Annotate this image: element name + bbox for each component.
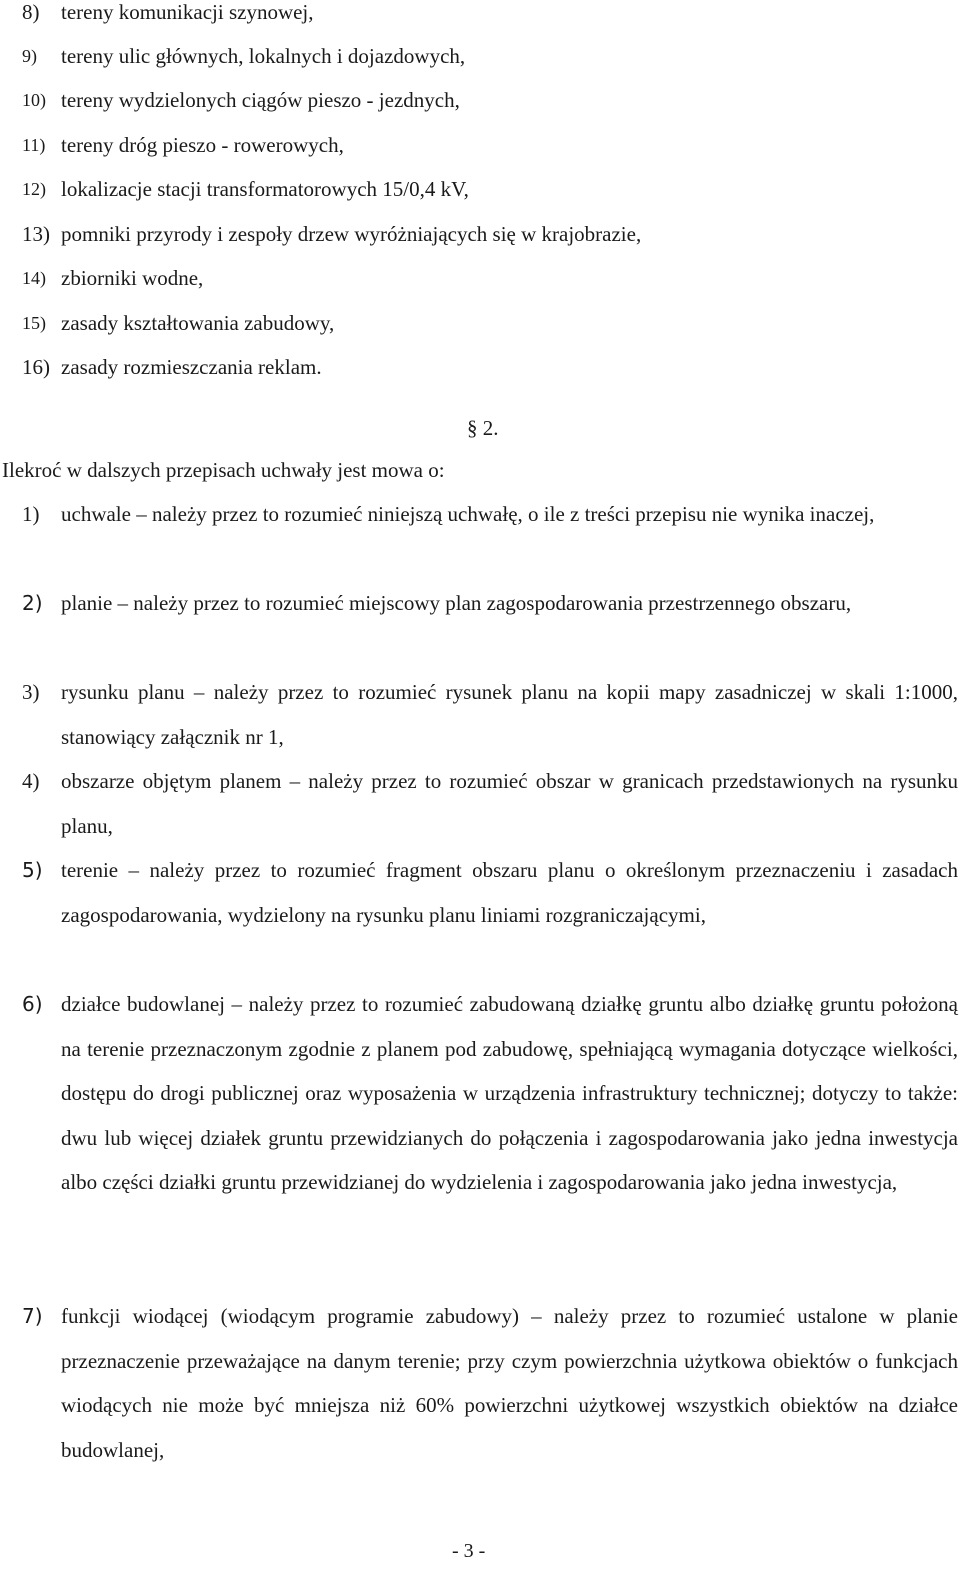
list-item	[0, 256, 958, 301]
list-item-number: 10)	[22, 90, 46, 110]
list-item-number: 13)	[22, 222, 50, 246]
list-item-number: 4)	[22, 769, 40, 793]
list-item	[0, 123, 958, 168]
list-item-number: 5)	[22, 858, 43, 882]
definition-text: uchwale – należy przez to rozumieć niniejszą uchwałę, o ile z treści przepisu nie wynika inaczej,	[61, 502, 875, 526]
list-item	[0, 167, 958, 212]
list-item	[0, 345, 958, 390]
list-item	[0, 301, 958, 346]
definition-item	[0, 1294, 958, 1472]
list-item-number: 7)	[22, 1304, 43, 1328]
list-item-text: zasady kształtowania zabudowy,	[61, 311, 335, 335]
page-number: - 3 -	[452, 1540, 486, 1562]
list-item-text: pomniki przyrody i zespoły drzew wyróżniających się w krajobrazie,	[61, 222, 642, 246]
list-item-number: 3)	[22, 680, 40, 704]
list-item	[0, 0, 958, 35]
definition-item	[0, 581, 958, 626]
list-item-number: 16)	[22, 355, 50, 379]
list-item-text: zbiorniki wodne,	[61, 266, 204, 290]
definition-text: planie – należy przez to rozumieć miejscowy plan zagospodarowania przestrzennego obszaru,	[61, 591, 852, 615]
list-item-text: tereny dróg pieszo - rowerowych,	[61, 133, 344, 157]
list-item-number: 2)	[22, 591, 43, 615]
list-item-text: zasady rozmieszczania reklam.	[61, 355, 322, 379]
list-item-number: 14)	[22, 268, 46, 288]
list-item-number: 9)	[22, 46, 37, 66]
list-item-number: 11)	[22, 135, 46, 155]
section-heading: § 2.	[467, 416, 499, 440]
definition-item	[0, 492, 958, 537]
definition-item	[0, 759, 958, 848]
list-item	[0, 212, 958, 257]
list-item-text: tereny wydzielonych ciągów pieszo - jezdnych,	[61, 88, 460, 112]
list-item-number: 6)	[22, 992, 43, 1016]
list-item-number: 15)	[22, 313, 46, 333]
definition-text: obszarze objętym planem – należy przez to rozumieć obszar w granicach przedstawionych na rysunku planu,	[61, 769, 958, 838]
list-item-text: tereny komunikacji szynowej,	[61, 0, 314, 24]
list-item	[0, 34, 958, 79]
list-item	[0, 78, 958, 123]
definition-text: rysunku planu – należy przez to rozumieć rysunek planu na kopii mapy zasadniczej w skali 1:1000, stanowiący załącznik nr 1,	[61, 680, 958, 749]
definition-item	[0, 982, 958, 1205]
list-item-number: 1)	[22, 502, 40, 526]
definition-item	[0, 848, 958, 937]
definition-text: funkcji wiodącej (wiodącym programie zabudowy) – należy przez to rozumieć ustalone w planie przeznaczenie przeważające na danym terenie; przy czym powierzchnia użytkowa obiektów o funkcjach wiodących nie może być mniejsza niż 60% powierzchni użytkowej wszystkich obiektów na działce budowlanej,	[61, 1304, 958, 1462]
definition-text: działce budowlanej – należy przez to rozumieć zabudowaną działkę gruntu albo działkę gruntu położoną na terenie przeznaczonym zgodnie z planem pod zabudowę, spełniającą wymagania dotyczące wielkości, dostępu do drogi publicznej oraz wyposażenia w urządzenia infrastruktury technicznej; dotyczy to także: dwu lub więcej działek gruntu przewidzianych do połączenia i zagospodarowania jako jedna inwestycja albo części działki gruntu przewidzianej do wydzielenia i zagospodarowania jako jedna inwestycja,	[61, 992, 958, 1194]
list-item-number: 12)	[22, 179, 46, 199]
list-item-text: lokalizacje stacji transformatorowych 15/0,4 kV,	[61, 177, 469, 201]
definition-item	[0, 670, 958, 759]
intro-text: Ilekroć w dalszych przepisach uchwały jest mowa o:	[2, 458, 445, 482]
list-item-text: tereny ulic głównych, lokalnych i dojazdowych,	[61, 44, 466, 68]
list-item-number: 8)	[22, 0, 40, 24]
definition-text: terenie – należy przez to rozumieć fragment obszaru planu o określonym przeznaczeniu i zasadach zagospodarowania, wydzielony na rysunku planu liniami rozgraniczającymi,	[61, 858, 958, 927]
